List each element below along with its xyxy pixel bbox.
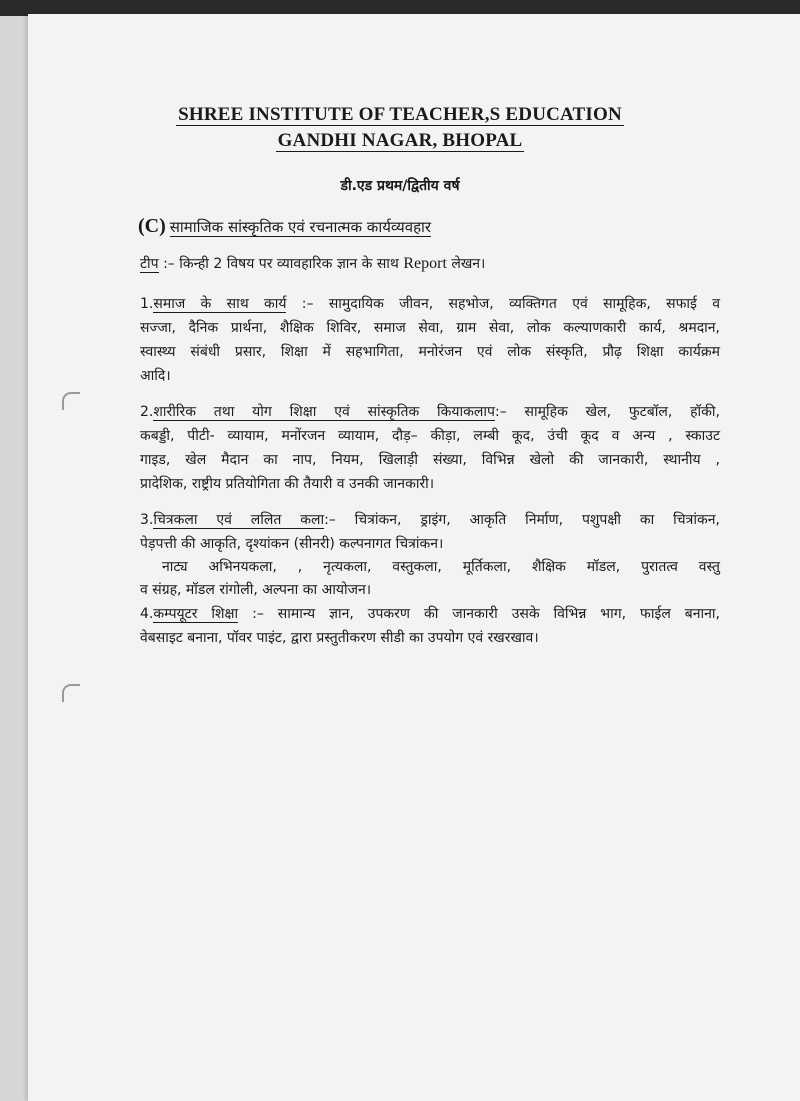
list-item-line: गाइड, खेल मैदान का नाप, नियम, खिलाड़ी संख्या, विभिन्न खेलो की जानकारी, स्थानीय , [140, 452, 720, 468]
institute-title: SHREE INSTITUTE OF TEACHER,S EDUCATION [178, 104, 622, 125]
institute-location: GANDHI NAGAR, BHOPAL [277, 130, 523, 151]
list-item-line [140, 510, 720, 529]
list-item-line: नाट्य अभिनयकला, , नृत्यकला, वस्तुकला, मूर्तिकला, शैक्षिक मॉडल, पुरातत्व वस्तु [162, 559, 720, 575]
item-text: :– सामूहिक खेल, फुटबॉल, हॉकी, [495, 404, 720, 420]
item-text: :– चित्रांकन, ड्राइंग, आकृति निर्माण, पशुपक्षी का चित्रांकन, [324, 512, 720, 528]
section-title: सामाजिक सांस्कृतिक एवं रचनात्मक कार्यव्यवहार [169, 218, 432, 236]
list-item-line [140, 604, 720, 623]
item-number: 1. [140, 296, 154, 312]
list-item-line: व संग्रह, मॉडल रांगोली, अल्पना का आयोजन। [140, 582, 372, 598]
item-number: 4. [140, 606, 154, 622]
list-item-line: स्वास्थ्य संबंधी प्रसार, शिक्षा में सहभागिता, मनोरंजन एवं लोक संस्कृति, प्रौढ़ शिक्षा कार्यक्रम [140, 344, 720, 360]
note-report: Report [403, 255, 447, 272]
item-number: 2. [140, 404, 154, 420]
list-item-line [140, 402, 720, 421]
item-number: 3. [140, 512, 154, 528]
item-title: शारीरिक तथा योग शिक्षा एवं सांस्कृतिक कियाकलाप [153, 404, 496, 420]
section-label: (C) [138, 215, 166, 237]
note-text-end: लेखन। [446, 256, 486, 272]
list-item-line: कबड्डी, पीटी- व्यायाम, मनोंरजन व्यायाम, दौड़– कीड़ा, लम्बी कूद, उंची कूद व अन्य , स्काउट [140, 428, 720, 444]
item-text: :– सामुदायिक जीवन, सहभोज, व्यक्तिगत एवं सामूहिक, सफाई व [286, 296, 720, 312]
list-item-line [140, 294, 720, 313]
note-label: टीप [140, 256, 159, 272]
punch-hole-mark [62, 684, 80, 702]
item-title: कम्पयूटर शिक्षा [153, 606, 239, 622]
item-title: समाज के साथ कार्य [153, 296, 287, 312]
section-heading [138, 215, 431, 238]
list-item-line: वेबसाइट बनाना, पॉवर पाइंट, द्वारा प्रस्तुतीकरण सीडी का उपयोग एवं रखरखाव। [140, 630, 539, 646]
list-item-line: आदि। [140, 368, 171, 384]
item-text: :– सामान्य ज्ञान, उपकरण की जानकारी उसके विभिन्न भाग, फाईल बनाना, [238, 606, 720, 622]
note-text: :– किन्ही 2 विषय पर व्यावहारिक ज्ञान के साथ [158, 256, 404, 272]
list-item-line: प्रादेशिक, राष्ट्रीय प्रतियोगिता की तैयारी व उनकी जानकारी। [140, 476, 435, 492]
list-item-line: सज्जा, दैनिक प्रार्थना, शैक्षिक शिविर, समाज सेवा, ग्राम सेवा, लोक कल्याणकारी कार्य, श्रमदान, [140, 320, 720, 336]
item-title: चित्रकला एवं ललित कला [153, 512, 325, 528]
note-line [140, 254, 720, 273]
punch-hole-mark [62, 392, 80, 410]
course-year: डी.एड प्रथम/द्वितीय वर्ष [340, 178, 460, 194]
list-item-line: पेड़पत्ती की आकृति, दृश्यांकन (सीनरी) कल्पनागत चित्रांकन। [140, 536, 444, 552]
